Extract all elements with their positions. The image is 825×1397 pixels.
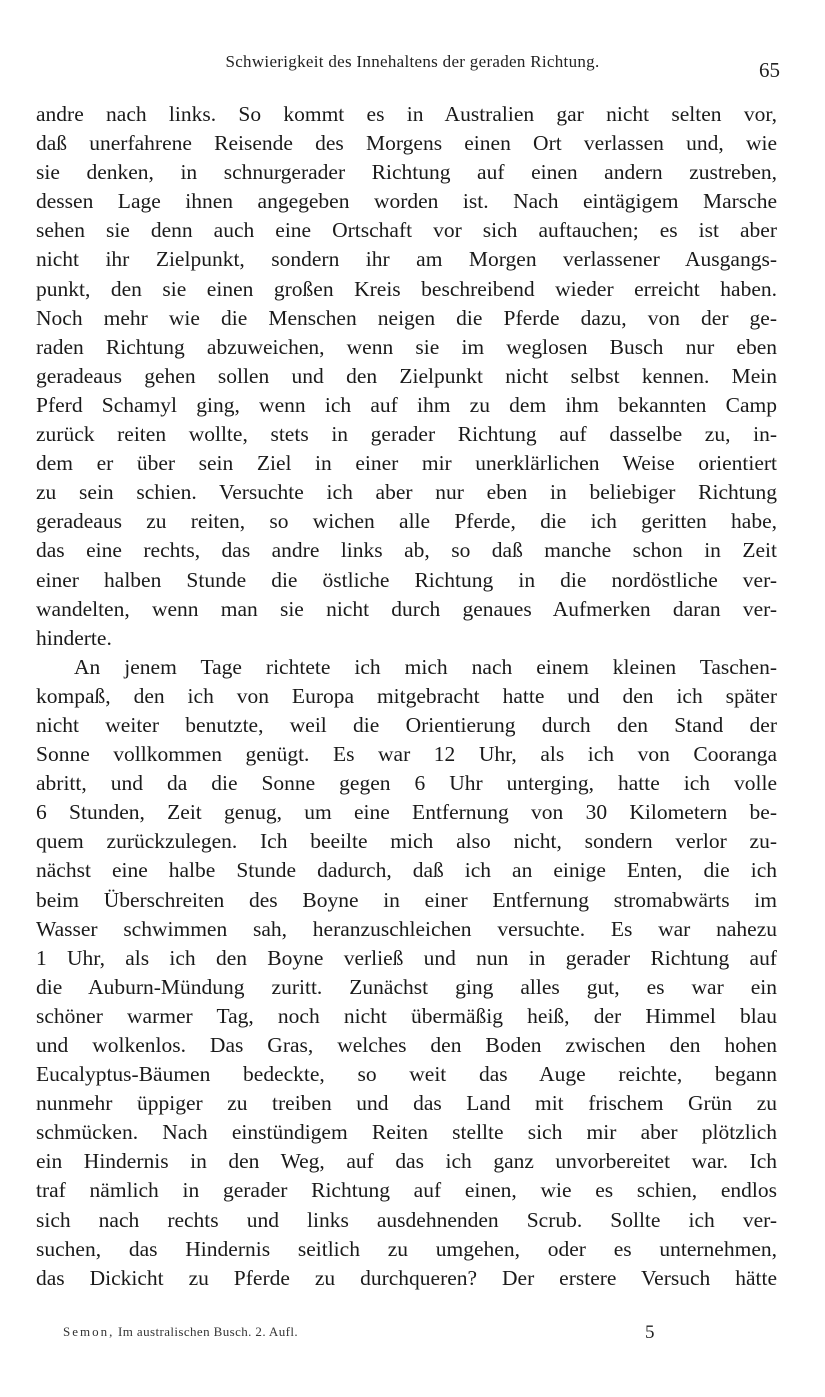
text-line: das Dickicht zu Pferde zu durchqueren? Der erstere Versuch hätte — [36, 1265, 777, 1290]
running-title: Schwierigkeit des Innehaltens der geraden Richtung. — [225, 52, 600, 71]
text-line: beim Überschreiten des Boyne in einer Entfernung stromabwärts im — [36, 887, 777, 912]
footer-author: Semon, — [63, 1324, 115, 1339]
page-number: 65 — [759, 58, 780, 82]
text-line: zurück reiten wollte, stets in gerader Richtung auf dasselbe zu, in- — [36, 422, 777, 447]
text-line: daß unerfahrene Reisende des Morgens einen Ort verlassen und, wie — [36, 131, 777, 156]
text-line: 6 Stunden, Zeit genug, um eine Entfernung von 30 Kilometern be- — [36, 800, 777, 825]
text-line: Noch mehr wie die Menschen neigen die Pferde dazu, von der ge- — [36, 305, 777, 330]
text-line: raden Richtung abzuweichen, wenn sie im weglosen Busch nur eben — [36, 334, 777, 359]
text-line: und wolkenlos. Das Gras, welches den Boden zwischen den hohen — [36, 1033, 777, 1057]
text-line: nicht weiter benutzte, weil die Orientierung durch den Stand der — [36, 712, 777, 737]
text-line: nächst eine halbe Stunde dadurch, daß ich an einige Enten, die ich — [36, 858, 777, 883]
text-line: abritt, und da die Sonne gegen 6 Uhr unterging, hatte ich volle — [36, 771, 777, 796]
sheet-signature: 5 — [645, 1322, 655, 1343]
footer-work: Im australischen Busch. 2. Aufl. — [118, 1324, 298, 1339]
text-line: andre nach links. So kommt es in Australien gar nicht selten vor, — [36, 102, 777, 126]
text-line: nicht ihr Zielpunkt, sondern ihr am Morgen verlassener Ausgangs- — [36, 247, 777, 272]
body-text — [36, 100, 777, 1293]
text-line-paragraph-start: An jenem Tage richtete ich mich nach einem kleinen Taschen- — [74, 654, 777, 679]
text-line: schmücken. Nach einstündigem Reiten stellte sich mir aber plötzlich — [36, 1120, 777, 1145]
text-line: sehen sie denn auch eine Ortschaft vor sich auftauchen; es ist aber — [36, 218, 777, 243]
text-line: kompaß, den ich von Europa mitgebracht hatte und den ich später — [36, 683, 777, 708]
text-line: sie denken, in schnurgerader Richtung auf einen andern zustreben, — [36, 160, 777, 185]
text-line: wandelten, wenn man sie nicht durch genaues Aufmerken daran ver- — [36, 596, 777, 621]
text-line: quem zurückzulegen. Ich beeilte mich also nicht, sondern verlor zu- — [36, 829, 777, 854]
text-line-paragraph-end: hinderte. — [36, 625, 112, 650]
text-line: dessen Lage ihnen angegeben worden ist. Nach eintägigem Marsche — [36, 189, 777, 214]
text-line: nunmehr üppiger zu treiben und das Land mit frischem Grün zu — [36, 1091, 777, 1116]
text-line: 1 Uhr, als ich den Boyne verließ und nun in gerader Richtung auf — [36, 945, 777, 970]
text-line: ein Hindernis in den Weg, auf das ich ganz unvorbereitet war. Ich — [36, 1149, 777, 1174]
text-line: geradeaus gehen sollen und den Zielpunkt nicht selbst kennen. Mein — [36, 363, 777, 388]
text-line: suchen, das Hindernis seitlich zu umgehen, oder es unternehmen, — [36, 1236, 777, 1261]
text-line: punkt, den sie einen großen Kreis beschreibend wieder erreicht haben. — [36, 276, 777, 301]
text-line: dem er über sein Ziel in einer mir unerklärlichen Weise orientiert — [36, 451, 777, 476]
text-line: die Auburn-Mündung zuritt. Zunächst ging alles gut, es war ein — [36, 974, 777, 999]
footer-signature-line — [63, 1324, 298, 1340]
text-line: zu sein schien. Versuchte ich aber nur eben in beliebiger Richtung — [36, 480, 777, 505]
text-line: Pferd Schamyl ging, wenn ich auf ihm zu dem ihm bekannten Camp — [36, 392, 777, 417]
text-line: traf nämlich in gerader Richtung auf einen, wie es schien, endlos — [36, 1178, 777, 1203]
text-line: Wasser schwimmen sah, heranzuschleichen versuchte. Es war nahezu — [36, 916, 777, 941]
text-line: schöner warmer Tag, noch nicht übermäßig heiß, der Himmel blau — [36, 1003, 777, 1028]
text-line: Eucalyptus-Bäumen bedeckte, so weit das Auge reichte, begann — [36, 1062, 777, 1087]
text-line: sich nach rechts und links ausdehnenden Scrub. Sollte ich ver- — [36, 1207, 777, 1232]
text-line: Sonne vollkommen genügt. Es war 12 Uhr, als ich von Cooranga — [36, 742, 777, 767]
text-line: geradeaus zu reiten, so wichen alle Pferde, die ich geritten habe, — [36, 509, 777, 534]
text-line: das eine rechts, das andre links ab, so daß manche schon in Zeit — [36, 538, 777, 563]
text-line: einer halben Stunde die östliche Richtung in die nordöstliche ver- — [36, 567, 777, 592]
